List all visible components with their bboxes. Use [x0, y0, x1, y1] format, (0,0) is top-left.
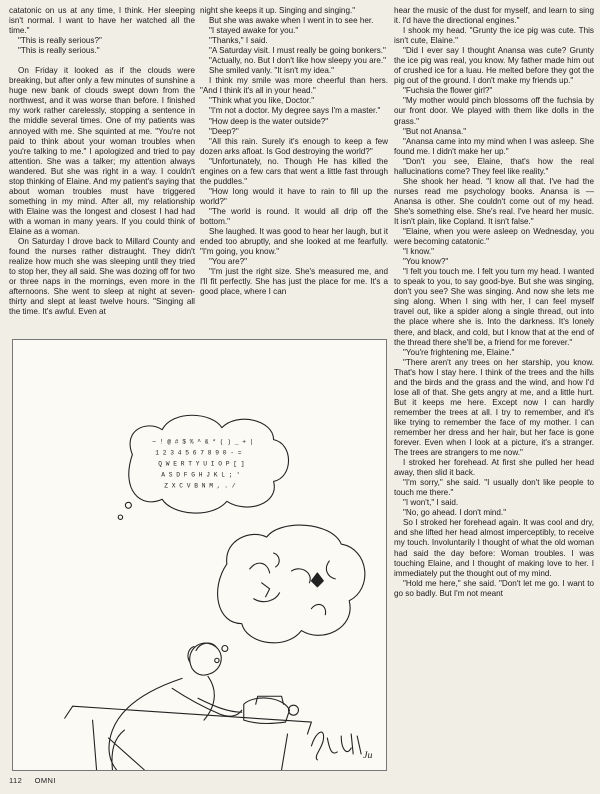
paragraph: "I stayed awake for you." [209, 26, 299, 36]
spade-symbol [311, 573, 323, 587]
paragraph: "How long would it have to rain to fill up the world?" [200, 186, 388, 206]
paragraph: So I stroked her forehead again. It was cool and dry, and she lifted her head almost imperceptibly, to receive my touch. Involuntarily I thought of what the old woman had said the day before: Woman troubles. I was touching Elaine, and I thought of making love to her. I immediately put the thought out of my mind. [394, 518, 594, 578]
paragraph: "Anansa came into my mind when I was asleep. She found me. I didn't make her up." [394, 136, 594, 156]
paragraph: She smiled vanly. "It isn't my idea." [209, 66, 335, 76]
pen-illustration [12, 339, 387, 771]
paragraph: "You know?" [403, 257, 449, 267]
paragraph: "I'm not a doctor. My degree says I'm a master." [209, 106, 381, 116]
paragraph: "This is really serious?" [18, 36, 102, 46]
fantasy-thought-bubble [218, 525, 365, 643]
illustration-drawing [13, 340, 386, 770]
magazine-name: OMNI [34, 776, 56, 785]
paragraph: On Saturday I drove back to Millard County and found the nurses rather distraught. They didn't realize how much she was sleeping until they tried to stop her, they all said. She was dozing off for two or three naps in the mornings, even more in the afternoons. She went to sleep at night at seven-thirty and slept at least twelve hours. "Singing all the time. It's awful. Even at [9, 237, 195, 317]
paragraph: She laughed. It was good to hear her laugh, but it ended too abruptly, and she looked at me fearfully. "I'm going, you know." [200, 227, 388, 257]
signature-text: Ju [363, 749, 373, 761]
paragraph: "Deep?" [209, 126, 239, 136]
page-number: 112 [9, 776, 23, 785]
paragraph: "I won't," I said. [403, 498, 459, 508]
paragraph: "Actually, no. But I don't like how sleepy you are." [209, 56, 386, 66]
paragraph: "All this rain. Surely it's enough to keep a few dozen arks afloat. Is God destroying the world?" [200, 136, 388, 156]
figure-head [190, 643, 222, 675]
paragraph: "No, go ahead. I don't mind." [403, 508, 507, 518]
paragraph: But she was awake when I went in to see her. [209, 16, 374, 26]
paragraph: "Don't you see, Elaine, that's how the real hallucinations come? They feel like reality." [394, 156, 594, 176]
paragraph: "My mother would pinch blossoms off the fuchsia by our front door. We played with them like dolls in the grass." [394, 96, 594, 126]
paragraph: "I'm just the right size. She's measured me, and I'll fit perfectly. She has just the place for me. It's a good place, where I can [200, 267, 388, 297]
paragraph: night she keeps it up. Singing and singing." [200, 6, 356, 15]
paragraph: "This is really serious." [18, 46, 100, 56]
thought-dot [222, 646, 228, 652]
thought-dot [125, 502, 131, 508]
paragraph: "Fuchsia the flower girl?" [403, 86, 493, 96]
signature-scribble [311, 732, 361, 760]
keyboard-characters [152, 439, 253, 490]
paragraph: "But not Anansa." [403, 126, 467, 136]
text-column-left [9, 6, 195, 317]
figure-hair [188, 643, 216, 662]
paragraph: "You are?" [209, 257, 247, 267]
keyboard-row: Z X C V B N M , . / [164, 482, 236, 490]
paragraph: "There aren't any trees on her starship, you know. That's how I stay here. I think of the trees and the hills and the birds and the grass and the wind, and how I'd lose all of that. She gets angry at me, and a little hurt. But it keeps me here. Except now I can hardly remember the trees at all. I try to remember, and it's like trying to remember the face of my mother. I can remember her dress and her hair, but her face is gone forever. Even when I look at a picture, it's a stranger. The trees are strangers to me now." [394, 357, 594, 458]
paragraph: "Thanks," I said. [209, 36, 268, 46]
paragraph: "You're frightening me, Elaine." [403, 347, 515, 357]
keyboard-row: A S D F G H J K L ; ' [161, 471, 240, 479]
paragraph: "I'm sorry," she said. "I usually don't like people to touch me there." [394, 478, 594, 498]
thought-dot [215, 658, 219, 662]
paragraph: I shook my head. "Grunty the ice pig was cute. This isn't cute, Elaine." [394, 26, 594, 46]
paragraph: "The world is round. It would all drip off the bottom." [200, 206, 388, 226]
paragraph: "How deep is the water outside?" [209, 116, 329, 126]
paragraph: "Unfortunately, no. Though He has killed the engines on a few cars that went a little fast through the puddles." [200, 156, 388, 186]
paragraph: hear the music of the dust for myself, and learn to sing it. I'd have the directional engines." [394, 6, 594, 26]
paragraph: "Did I ever say I thought Anansa was cute? Grunty the ice pig was real, you know. My father made him out of crushed ice for a luau. He melted before they got the pig out of the ground. I don't make my friends up." [394, 46, 594, 86]
paragraph: I stroked her forehead. At first she pulled her head away, then slid it back. [394, 458, 594, 478]
keyboard-row: ~ ! @ # $ % ^ & * ( ) _ + | [152, 438, 254, 446]
page-footer [9, 776, 66, 785]
figure-arm [172, 688, 242, 716]
keyboard-row: Q W E R T Y U I O P [ ] [158, 460, 245, 468]
paragraph: On Friday it looked as if the clouds were breaking, but after only a few minutes of sunshine a huge new bank of clouds swept down from the northwest, and it was worse than before. I finished my work rather carelessly, stopping a sentence in the middle several times. One of my patients was annoyed with me. She squinted at me. "You're not paid to think about your woman troubles when you're talking to me." I apologized and tried to pay attention. She was a talker; my attention always wandered. But she was right in a way. I couldn't stop thinking of Elaine. And my patient's saying that about woman troubles must have triggered something in my mind. After all, my relationship with Elaine was the longest and closest I had had with a woman in many years. If you could think of Elaine as a woman. [9, 66, 195, 236]
desk-leg [93, 720, 288, 770]
paragraph: "I felt you touch me. I felt you turn my head. I wanted to speak to you, to say good-bye. But she was singing, don't you see? She was singing. And now she lets me sing along. When I sing with her, I can feel myself travel out, like a spider along a single thread, out into the place where she is. Into the darkness. It's lonely there, and black, and cold, but I know that at the end of the thread there she'll be, a friend for me forever." [394, 267, 594, 347]
paragraph: "I know." [403, 247, 435, 257]
thought-dot [118, 515, 122, 519]
paragraph: "Elaine, when you were asleep on Wednesday, you were becoming catatonic." [394, 227, 594, 247]
paragraph: She shook her head. "I know all that. I've had the nurses read me psychology books. Anansa is — Anansa is other. She couldn't come out of my head. She's something else. She's real. I've heard her music. It isn't plain, like Copland. It isn't false." [394, 176, 594, 226]
keyboard-row: 1 2 3 4 5 6 7 8 9 0 - = [155, 449, 242, 457]
paragraph: "A Saturday visit. I must really be going bonkers." [209, 46, 386, 56]
paragraph: "Think what you like, Doctor." [209, 96, 315, 106]
fantasy-doodles [250, 553, 336, 615]
figure-body [109, 676, 214, 769]
text-column-middle [200, 6, 388, 297]
paragraph: "Hold me here," she said. "Don't let me go. I want to go so badly. But I'm not meant [394, 578, 594, 598]
chair [108, 730, 144, 770]
paragraph: I think my smile was more cheerful than hers. "And I think it's all in your head." [200, 76, 388, 96]
paragraph: catatonic on us at any time, I think. Her sleeping isn't normal. I want to have her watched all the time." [9, 6, 195, 36]
desk-surface [65, 706, 312, 734]
text-column-right [394, 6, 594, 599]
